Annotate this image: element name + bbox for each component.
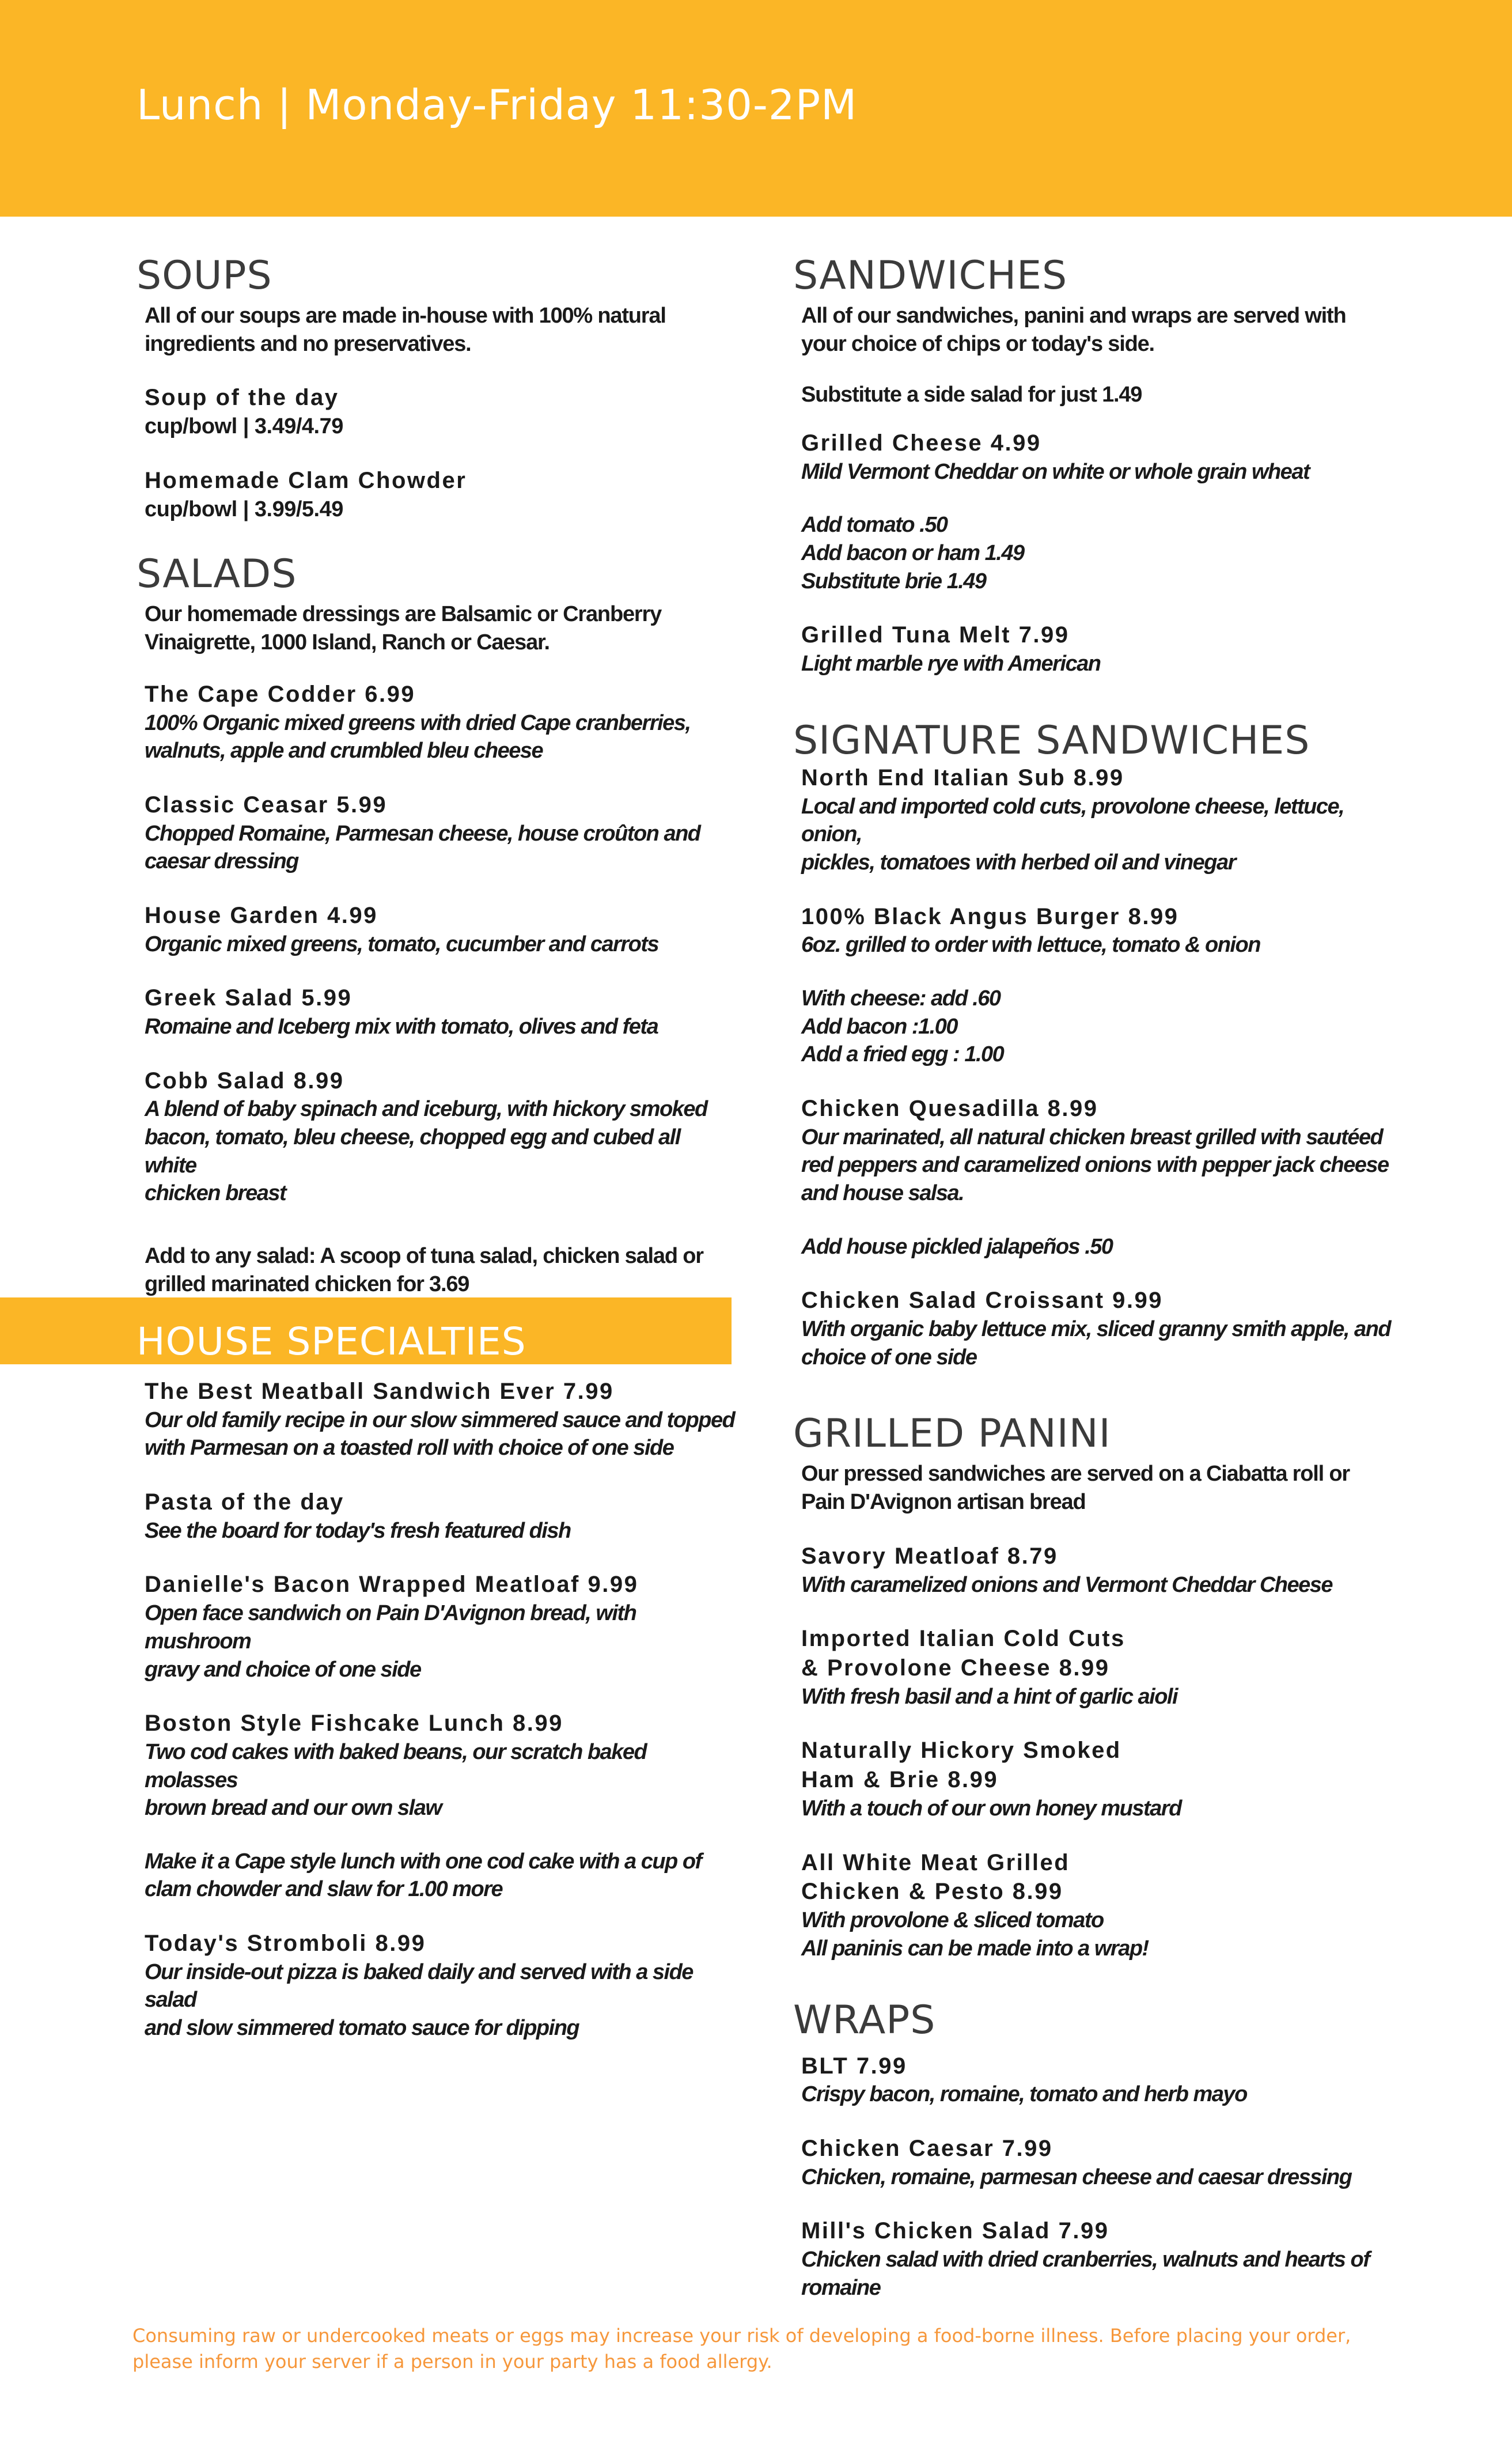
item-description: Crispy bacon, romaine, tomato and herb mayo (801, 2082, 1247, 2107)
addon-line: Add tomato .50 (801, 513, 948, 538)
item-name: Homemade Clam Chowder (145, 467, 467, 493)
addon-line: Add bacon :1.00 (801, 1014, 957, 1039)
item-description: Chicken salad with dried cranberries, walnuts and hearts of romaine (801, 2248, 1370, 2300)
menu-item (801, 2134, 1392, 2191)
menu-item (145, 790, 736, 876)
item-name: Imported Italian Cold Cuts & Provolone Cheese 8.99 (801, 1626, 1126, 1681)
item-name: BLT 7.99 (801, 2053, 907, 2079)
salads-description: Our homemade dressings are Balsamic or Cranberry Vinaigrette, 1000 Island, Ranch or Caesar. (145, 602, 662, 655)
wraps-heading: WRAPS (793, 1997, 936, 2044)
item-name: Chicken Salad Croissant 9.99 (801, 1288, 1164, 1314)
item-name: Classic Ceasar 5.99 (145, 792, 388, 818)
menu-item (801, 429, 1392, 486)
menu-item (801, 2216, 1392, 2302)
menu-item (145, 1488, 736, 1545)
menu-item (145, 1570, 736, 1683)
menu-item (801, 1736, 1392, 1822)
header-banner (0, 0, 1512, 217)
item-name: North End Italian Sub 8.99 (801, 765, 1124, 790)
item-description: Our old family recipe in our slow simmered sauce and topped with Parmesan on a toasted roll with choice of one side (145, 1408, 735, 1461)
menu-item (145, 901, 736, 958)
item-name: Danielle's Bacon Wrapped Meatloaf 9.99 (145, 1572, 639, 1598)
signature-addons (801, 985, 1392, 1069)
menu-item (145, 1709, 736, 1822)
menu-item (145, 1377, 736, 1462)
menu-item (801, 1542, 1392, 1599)
sandwiches-substitute-note: Substitute a side salad for just 1.49 (801, 383, 1142, 407)
item-price: cup/bowl | 3.49/4.79 (145, 414, 343, 439)
item-description: 6oz. grilled to order with lettuce, tomato & onion (801, 933, 1260, 958)
signature-addons-2 (801, 1233, 1392, 1261)
item-name: 100% Black Angus Burger 8.99 (801, 903, 1179, 929)
signature-sandwiches-section (793, 718, 1392, 1372)
item-name: Pasta of the day (145, 1489, 344, 1515)
item-price: cup/bowl | 3.99/5.49 (145, 497, 343, 521)
salads-heading: SALADS (137, 551, 297, 597)
addon-line: With cheese: add .60 (801, 986, 1001, 1011)
item-name: Greek Salad 5.99 (145, 985, 353, 1011)
menu-item (145, 1929, 736, 2042)
sandwiches-description: All of our sandwiches, panini and wraps are served with your choice of chips or today's side. (801, 304, 1346, 356)
item-name: Cobb Salad 8.99 (145, 1068, 344, 1094)
menu-item (801, 1848, 1392, 1963)
item-description: With a touch of our own honey mustard (801, 1796, 1181, 1821)
item-name: Naturally Hickory Smoked Ham & Brie 8.99 (801, 1738, 1121, 1793)
allergy-disclaimer: Consuming raw or undercooked meats or eggs may increase your risk of developing a food-borne illness. Before placing your order, please inform your server if a person in your party has a food allergy. (132, 2325, 1351, 2373)
menu-item (801, 1286, 1392, 1371)
grilled-panini-section (793, 1412, 1392, 1962)
grilled-panini-heading: GRILLED PANINI (793, 1411, 1111, 1457)
item-description: Organic mixed greens, tomato, cucumber and carrots (145, 932, 659, 956)
item-name: The Best Meatball Sandwich Ever 7.99 (145, 1379, 614, 1404)
sandwiches-heading: SANDWICHES (793, 253, 1068, 298)
item-description: Mild Vermont Cheddar on white or whole grain wheat (801, 459, 1310, 484)
menu-item (801, 2052, 1392, 2109)
signature-sandwiches-heading: SIGNATURE SANDWICHES (793, 717, 1310, 763)
menu-item (145, 1066, 736, 1208)
item-name: Soup of the day (145, 385, 339, 411)
item-description: Chopped Romaine, Parmesan cheese, house croûton and caesar dressing (145, 821, 700, 874)
soups-section (137, 254, 736, 523)
addon-line: Add a fried egg : 1.00 (801, 1042, 1004, 1067)
item-name: The Cape Codder 6.99 (145, 681, 416, 707)
wraps-section (793, 1998, 1392, 2302)
grilled-panini-description: Our pressed sandwiches are served on a Ciabatta roll or Pain D'Avignon artisan bread (801, 1462, 1350, 1515)
addon-line: Substitute brie 1.49 (801, 569, 986, 593)
house-specialties-note: Make it a Cape style lunch with one cod cake with a cup of clam chowder and slaw for 1.00 more (145, 1849, 702, 1902)
item-description: With caramelized onions and Vermont Cheddar Cheese (801, 1572, 1333, 1597)
menu-item (145, 466, 736, 523)
item-description: Open face sandwich on Pain D'Avignon bread, with mushroom gravy and choice of one side (145, 1601, 636, 1682)
item-name: House Garden 4.99 (145, 902, 378, 928)
left-column (137, 254, 736, 1298)
menu-item (801, 902, 1392, 959)
menu-title: Lunch | Monday-Friday 11:30-2PM (137, 81, 858, 129)
item-name: Chicken Caesar 7.99 (801, 2136, 1053, 2162)
sandwiches-addons (801, 511, 1392, 595)
menu-item (801, 1624, 1392, 1711)
item-description: 100% Organic mixed greens with dried Cape cranberries, walnuts, apple and crumbled bleu cheese (145, 710, 691, 763)
soups-description: All of our soups are made in-house with 100% natural ingredients and no preservatives. (145, 304, 666, 356)
item-description: Light marble rye with American (801, 652, 1101, 676)
menu-item (145, 983, 736, 1041)
item-description: With provolone & sliced tomato All paninis can be made into a wrap! (801, 1908, 1149, 1961)
salads-add-on-note: Add to any salad: A scoop of tuna salad, chicken salad or grilled marinated chicken for 3.69 (145, 1243, 703, 1296)
item-description: With organic baby lettuce mix, sliced granny smith apple, and choice of one side (801, 1317, 1391, 1369)
item-name: Chicken Quesadilla 8.99 (801, 1095, 1098, 1121)
item-description: Romaine and Iceberg mix with tomato, olives and feta (145, 1015, 658, 1039)
item-name: All White Meat Grilled Chicken & Pesto 8.99 (801, 1849, 1070, 1905)
house-specialties-section (137, 1377, 736, 2042)
item-description: A blend of baby spinach and iceburg, with hickory smoked bacon, tomato, bleu cheese, chopped egg and cubed all white chicken breast (145, 1097, 707, 1206)
item-name: Grilled Tuna Melt 7.99 (801, 622, 1070, 648)
addon-line: Add house pickled jalapeños .50 (801, 1234, 1113, 1259)
item-description: With fresh basil and a hint of garlic aioli (801, 1684, 1178, 1709)
menu-item (801, 621, 1392, 678)
soups-heading: SOUPS (137, 253, 272, 298)
menu-item (801, 1094, 1392, 1208)
item-description: Two cod cakes with baked beans, our scratch baked molasses brown bread and our own slaw (145, 1739, 647, 1821)
item-description: See the board for today's fresh featured dish (145, 1518, 571, 1543)
menu-item (145, 383, 736, 440)
addon-line: Add bacon or ham 1.49 (801, 541, 1024, 566)
menu-item (145, 680, 736, 765)
item-name: Mill's Chicken Salad 7.99 (801, 2218, 1109, 2244)
item-name: Today's Stromboli 8.99 (145, 1931, 426, 1957)
item-description: Local and imported cold cuts, provolone cheese, lettuce, onion, pickles, tomatoes with herbed oil and vinegar (801, 794, 1344, 875)
house-specialties-heading: HOUSE SPECIALTIES (137, 1319, 526, 1364)
sandwiches-section (793, 254, 1392, 678)
item-name: Boston Style Fishcake Lunch 8.99 (145, 1711, 563, 1736)
menu-item (801, 763, 1392, 877)
item-name: Savory Meatloaf 8.79 (801, 1543, 1058, 1569)
item-description: Our marinated, all natural chicken breast grilled with sautéed red peppers and caramelized onions with pepper jack cheese and house salsa. (801, 1125, 1389, 1205)
salads-section (137, 552, 736, 1298)
item-description: Chicken, romaine, parmesan cheese and caesar dressing (801, 2165, 1352, 2189)
right-column (793, 254, 1392, 2302)
item-description: Our inside-out pizza is baked daily and served with a side salad and slow simmered tomato sauce for dipping (145, 1959, 693, 2041)
item-name: Grilled Cheese 4.99 (801, 430, 1041, 456)
